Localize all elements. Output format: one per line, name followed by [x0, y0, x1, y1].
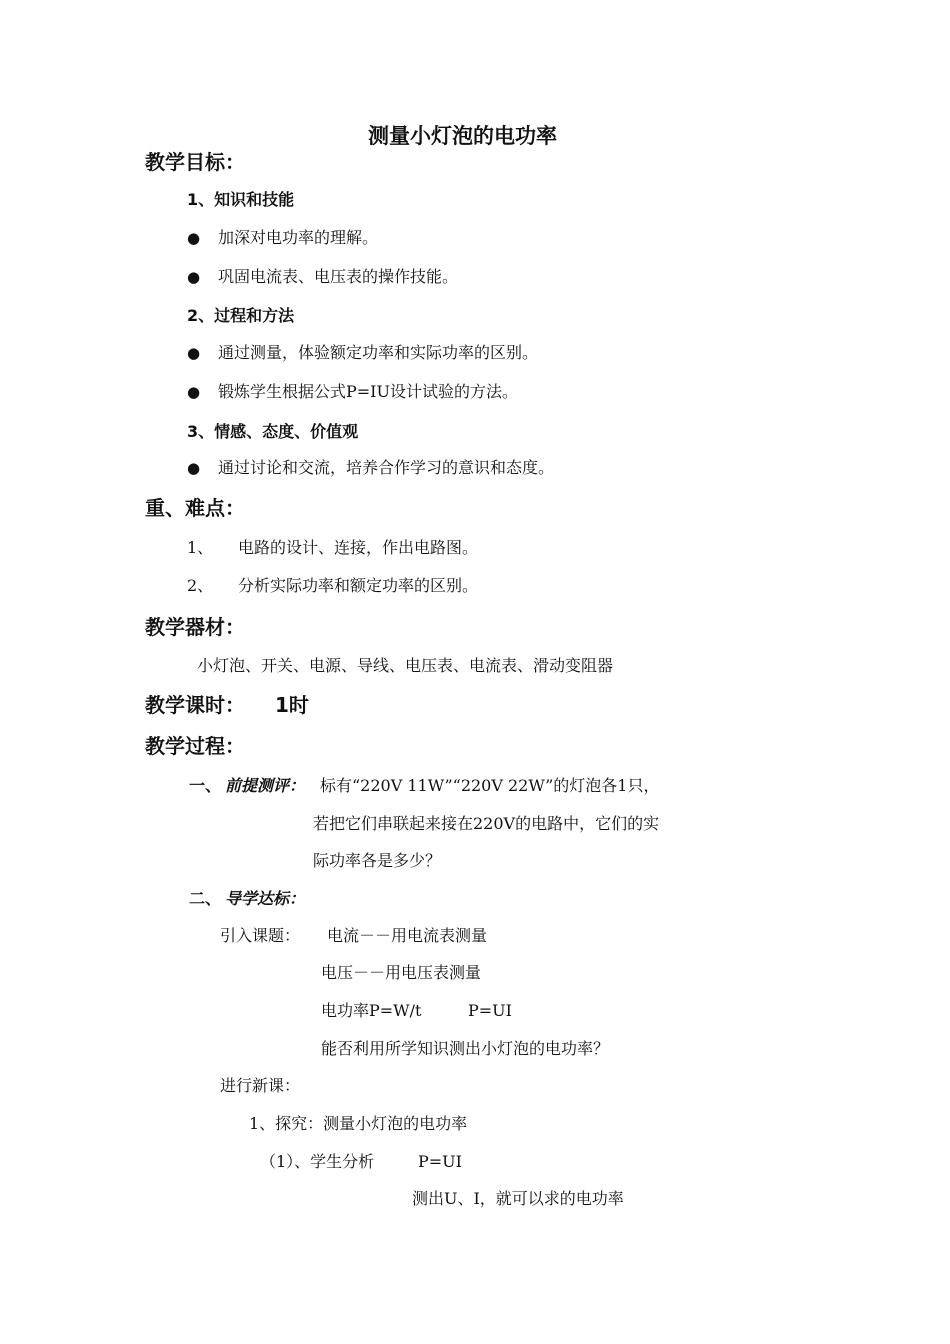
list-item: 分析实际功率和额定功率的区别。 [238, 576, 479, 595]
list-item-number: 1、 [187, 538, 214, 557]
part1-line: 若把它们串联起来接在220V的电路中，它们的实 [313, 814, 660, 833]
part2-number: 二、 [189, 889, 222, 908]
bullet-icon: ● [187, 344, 201, 362]
difficulties-heading: 重、难点： [145, 496, 245, 520]
part1-line: 际功率各是多少？ [313, 851, 442, 870]
list-item-number: 2、 [187, 576, 214, 595]
list-item: 电路的设计、连接，作出电路图。 [238, 538, 479, 557]
objectives-heading: 教学目标： [145, 150, 245, 174]
materials-text: 小灯泡、开关、电源、导线、电压表、电流表、滑动变阻器 [197, 656, 614, 675]
objective-process-heading: 2、过程和方法 [187, 306, 295, 325]
bullet-icon: ● [187, 229, 201, 247]
intro-formula: P=UI [468, 1001, 512, 1020]
intro-line: 电压－－用电压表测量 [321, 963, 482, 982]
hours-value: 1时 [275, 693, 309, 717]
new-lesson-label: 进行新课： [220, 1076, 301, 1095]
page-title: 测量小灯泡的电功率 [368, 124, 557, 148]
list-item: 通过测量，体验额定功率和实际功率的区别。 [218, 343, 539, 362]
intro-label: 引入课题： [220, 926, 301, 945]
intro-line: 能否利用所学知识测出小灯泡的电功率？ [321, 1039, 610, 1058]
part2-label: 导学达标： [225, 889, 306, 908]
objective-knowledge-heading: 1、知识和技能 [187, 190, 295, 209]
list-item: 通过讨论和交流，培养合作学习的意识和态度。 [218, 458, 555, 477]
list-item: 巩固电流表、电压表的操作技能。 [218, 267, 459, 286]
step1-note: 测出U、I，就可以求的电功率 [412, 1189, 624, 1208]
list-item: 加深对电功率的理解。 [218, 228, 379, 247]
hours-heading: 教学课时： [145, 693, 245, 717]
bullet-icon: ● [187, 383, 201, 401]
explore-heading: 1、探究：测量小灯泡的电功率 [249, 1114, 468, 1133]
part1-number: 一、 [189, 776, 222, 795]
bullet-icon: ● [187, 268, 201, 286]
bullet-icon: ● [187, 459, 201, 477]
process-heading: 教学过程： [145, 734, 245, 758]
materials-heading: 教学器材： [145, 615, 245, 639]
part1-line: 标有“220V 11W”“220V 22W”的灯泡各1只， [320, 776, 660, 795]
objective-attitude-heading: 3、情感、态度、价值观 [187, 422, 359, 441]
step1-label: （1）、学生分析 [260, 1152, 375, 1171]
step1-formula: P=UI [418, 1152, 462, 1171]
intro-line: 电功率P=W/t [321, 1001, 422, 1020]
intro-line: 电流－－用电流表测量 [327, 926, 488, 945]
list-item: 锻炼学生根据公式P=IU设计试验的方法。 [218, 382, 518, 401]
part1-label: 前提测评： [225, 776, 306, 795]
